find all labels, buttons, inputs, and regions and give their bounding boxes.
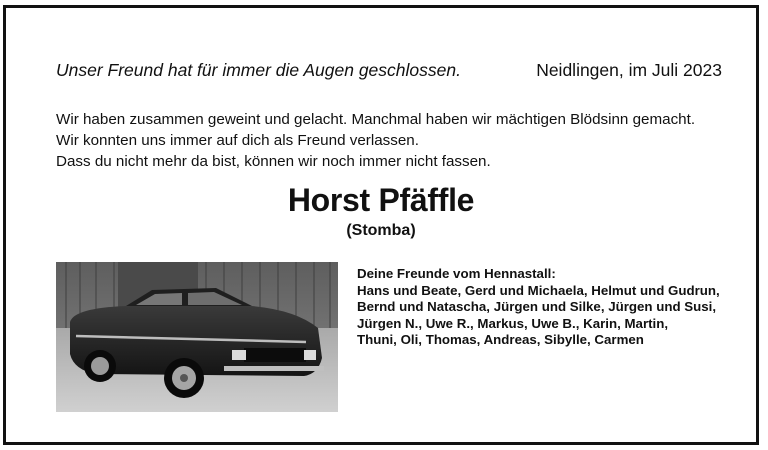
friends-line: Jürgen N., Uwe R., Markus, Uwe B., Karin, Martin, bbox=[357, 315, 669, 331]
car-photo bbox=[56, 262, 338, 412]
deceased-name: Horst Pfäffle bbox=[287, 182, 475, 218]
friends-heading: Deine Freunde vom Hennastall: bbox=[357, 266, 556, 281]
deceased-nickname: (Stomba) bbox=[346, 222, 416, 239]
friends-line: Bernd und Natascha, Jürgen und Silke, Jürgen und Susi, bbox=[357, 299, 717, 315]
verse-line: Wir haben zusammen geweint und gelacht. Manchmal haben wir mächtigen Blödsinn gemacht. bbox=[56, 111, 696, 128]
header-quote: Unser Freund hat für immer die Augen geschlossen. bbox=[56, 60, 461, 80]
friends-line: Hans und Beate, Gerd und Michaela, Helmut und Gudrun, bbox=[357, 282, 720, 298]
verse-line: Wir konnten uns immer auf dich als Freund verlassen. bbox=[56, 132, 419, 149]
verse-line: Dass du nicht mehr da bist, können wir noch immer nicht fassen. bbox=[56, 153, 491, 170]
place-date: Neidlingen, im Juli 2023 bbox=[536, 60, 722, 80]
friends-line: Thuni, Oli, Thomas, Andreas, Sibylle, Carmen bbox=[357, 332, 644, 348]
verse bbox=[56, 109, 695, 172]
obituary-frame bbox=[3, 5, 759, 445]
friends-list bbox=[357, 266, 720, 349]
